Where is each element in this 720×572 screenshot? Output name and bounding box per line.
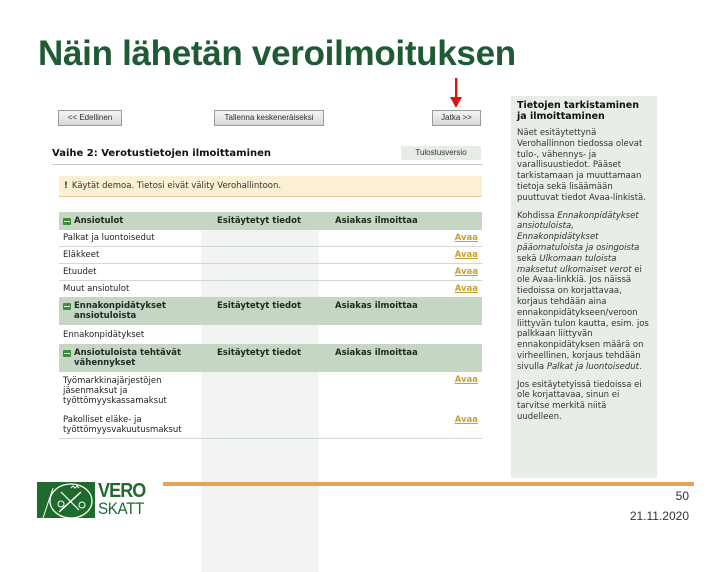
help-title: Tietojen tarkistaminen ja ilmoittaminen — [517, 100, 639, 122]
table-row: Palkat ja luontoisedut Avaa — [59, 230, 482, 247]
table-row: Ennakonpidätykset — [63, 330, 145, 340]
logo-text-vero: VERO — [98, 480, 146, 502]
slide-footer-info — [630, 486, 689, 526]
demo-notice-text: Käytät demoa. Tietosi eivät välity Verohallintoon. — [71, 181, 282, 191]
table-row: Eläkkeet Avaa — [59, 247, 482, 264]
slide-date: 21.11.2020 — [629, 509, 689, 523]
help-paragraph: Näet esitäytettynä Verohallinnon tiedossa olevat tulo-, vähennys- ja varallisuustiedot. Pääset tarkistamaan ja muuttamaan tietoja sekä lisäämään puuttuvat tiedot Avaa-linkistä. — [517, 128, 646, 203]
table-row: Työmarkkinajärjestöjen jäsenmaksut ja työttömyyskassamaksut Avaa — [63, 375, 478, 406]
help-paragraph: Jos esitäytetyissä tiedoissa ei ole korjattavaa, sinun ei tarvitse merkitä niitä uudelleen. — [517, 379, 642, 422]
help-panel — [511, 96, 657, 478]
tax-form-screenshot — [52, 100, 484, 472]
page-number: 50 — [675, 489, 689, 503]
open-link[interactable]: Avaa — [454, 250, 478, 260]
footer-divider — [163, 482, 694, 486]
section-header-withholdings[interactable]: Ennakonpidätykset ansiotuloista Esitäytetyt tiedot Asiakas ilmoittaa — [59, 297, 482, 325]
section-header-deductions[interactable]: Ansiotuloista tehtävät vähennykset Esitäytetyt tiedot Asiakas ilmoittaa — [59, 344, 482, 372]
vero-skatt-logo — [37, 481, 155, 519]
logo-text-skatt: SKATT — [98, 499, 144, 518]
help-paragraph: Kohdissa Ennakonpidätykset ansiotuloista, Ennakonpidätykset pääomatuloista ja osingoista sekä Ulkomaan tuloista maksetut ulkomaiset verot ei ole Avaa-linkkiä. Jos näissä tiedoissa on korjattavaa, korjaus tehdään aina ennakonpidätykseen/veroon liittyvän tulon kautta, esim. jos palkkaan liittyvän ennakonpidätyksen määrä on virheellinen, korjaus tehdään sivulla Palkat ja luontoisedut. — [517, 210, 649, 372]
income-table — [59, 212, 482, 439]
previous-button[interactable]: << Edellinen — [58, 110, 122, 126]
exclamation-icon: ! — [64, 181, 68, 191]
continue-button[interactable]: Jatka >> — [432, 110, 481, 126]
open-link[interactable]: Avaa — [454, 415, 478, 425]
section-header-earned-income[interactable]: Ansiotulot Esitäytetyt tiedot Asiakas ilmoittaa — [59, 212, 482, 230]
open-link[interactable]: Avaa — [454, 267, 478, 277]
table-row: Etuudet Avaa — [59, 264, 482, 281]
print-version-button[interactable]: Tulostusversio — [401, 146, 481, 160]
slide-title: Näin lähetän veroilmoituksen — [38, 34, 516, 73]
open-link[interactable]: Avaa — [454, 233, 478, 243]
table-row: Muut ansiotulot Avaa — [63, 284, 478, 294]
tax-emblem-icon — [37, 482, 95, 518]
step-title: Vaihe 2: Verotustietojen ilmoittaminen — [52, 148, 272, 159]
collapse-icon[interactable] — [63, 303, 71, 310]
open-link[interactable]: Avaa — [454, 284, 478, 294]
open-link[interactable]: Avaa — [454, 375, 478, 385]
divider — [52, 164, 482, 165]
table-row: Pakolliset eläke- ja työttömyysvakuutusmaksut Avaa — [59, 412, 482, 439]
save-draft-button[interactable]: Tallenna keskeneräiseksi — [214, 110, 324, 126]
demo-notice — [59, 176, 482, 197]
collapse-icon[interactable] — [63, 350, 71, 357]
collapse-icon[interactable] — [63, 218, 71, 225]
